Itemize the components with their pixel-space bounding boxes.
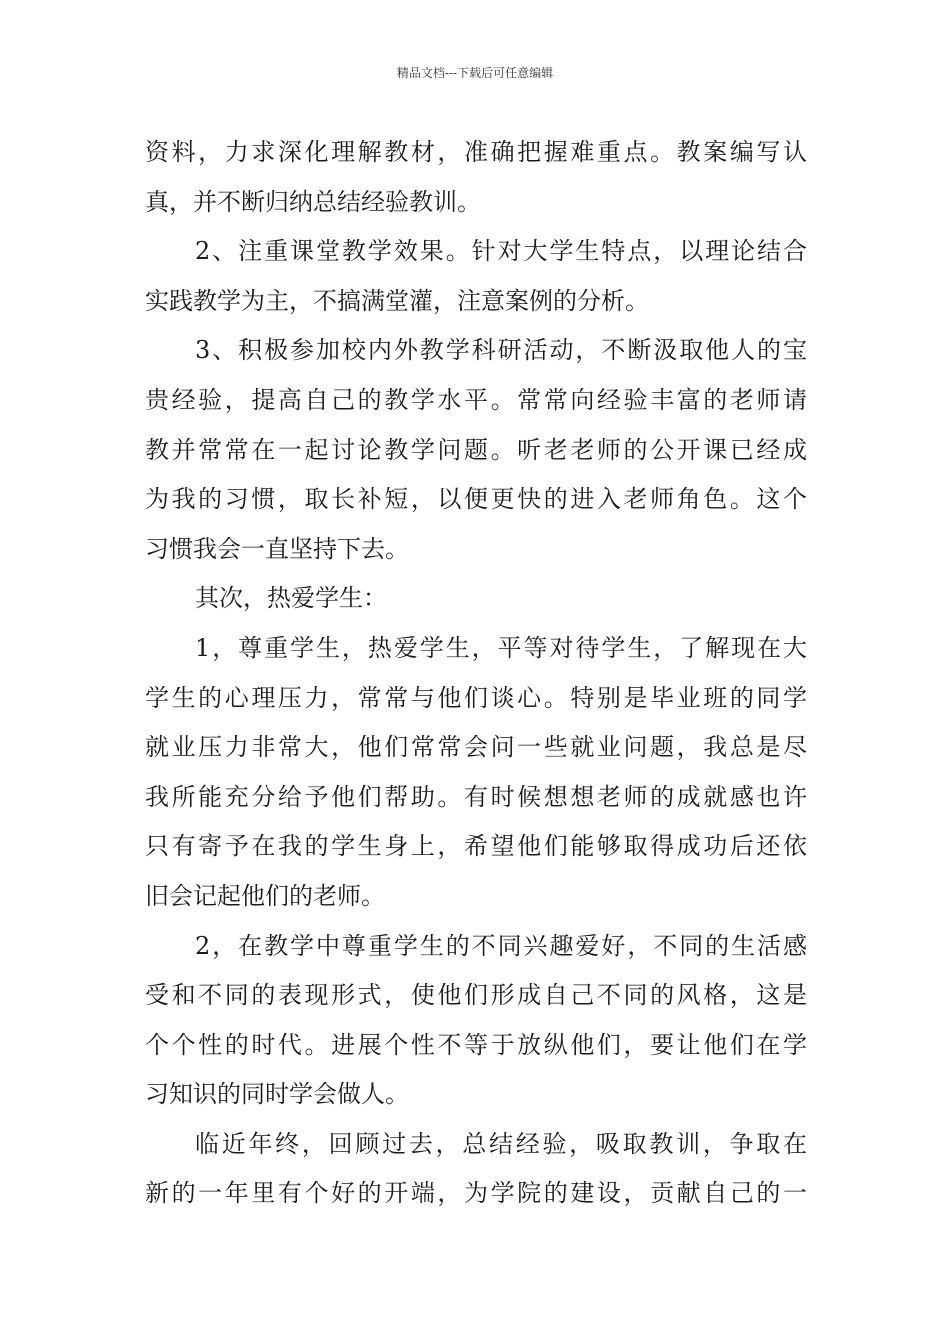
text-line: 资料，力求深化理解教材，准确把握难重点。教案编写认: [145, 138, 807, 166]
text-line: 新的一年里有个好的开端，为学院的建设，贡献自己的一: [145, 1179, 807, 1208]
text-line: 习惯我会一直坚持下去。: [145, 534, 409, 563]
text-line: 旧会记起他们的老师。: [145, 881, 385, 910]
text-line: 1，尊重学生，热爱学生，平等对待学生，了解现在大: [195, 633, 807, 662]
text-line: 只有寄予在我的学生身上，希望他们能够取得成功后还依: [145, 832, 807, 861]
text-line: 就业压力非常大，他们常常会问一些就业问题，我总是尽: [145, 733, 807, 762]
text-line: 2、注重课堂教学效果。针对大学生特点，以理论结合: [195, 237, 807, 266]
text-line: 受和不同的表现形式，使他们形成自己不同的风格，这是: [145, 981, 807, 1010]
text-line: 贵经验，提高自己的教学水平。常常向经验丰富的老师请: [145, 385, 807, 414]
text-line: 2，在教学中尊重学生的不同兴趣爱好，不同的生活感: [195, 931, 807, 960]
text-line: 其次，热爱学生：: [195, 584, 387, 613]
text-line: 习知识的同时学会做人。: [145, 1080, 409, 1109]
text-line: 3、积极参加校内外教学科研活动，不断汲取他人的宝: [195, 336, 807, 365]
text-line: 真，并不断归纳总结经验教训。: [145, 187, 481, 216]
page-header: 精品文档---下载后可任意编辑: [396, 66, 554, 80]
text-line: 我所能充分给予他们帮助。有时候想想老师的成就感也许: [145, 782, 807, 811]
text-line: 个个性的时代。进展个性不等于放纵他们，要让他们在学: [145, 1030, 807, 1059]
text-line: 教并常常在一起讨论教学问题。听老老师的公开课已经成: [145, 435, 807, 464]
document-body: [145, 128, 807, 1219]
text-line: 为我的习惯，取长补短，以便更快的进入老师角色。这个: [145, 485, 807, 514]
text-line: 临近年终，回顾过去，总结经验，吸取教训，争取在: [195, 1129, 807, 1158]
text-line: 学生的心理压力，常常与他们谈心。特别是毕业班的同学: [145, 683, 807, 712]
text-line: 实践教学为主，不搞满堂灌，注意案例的分析。: [145, 286, 649, 315]
